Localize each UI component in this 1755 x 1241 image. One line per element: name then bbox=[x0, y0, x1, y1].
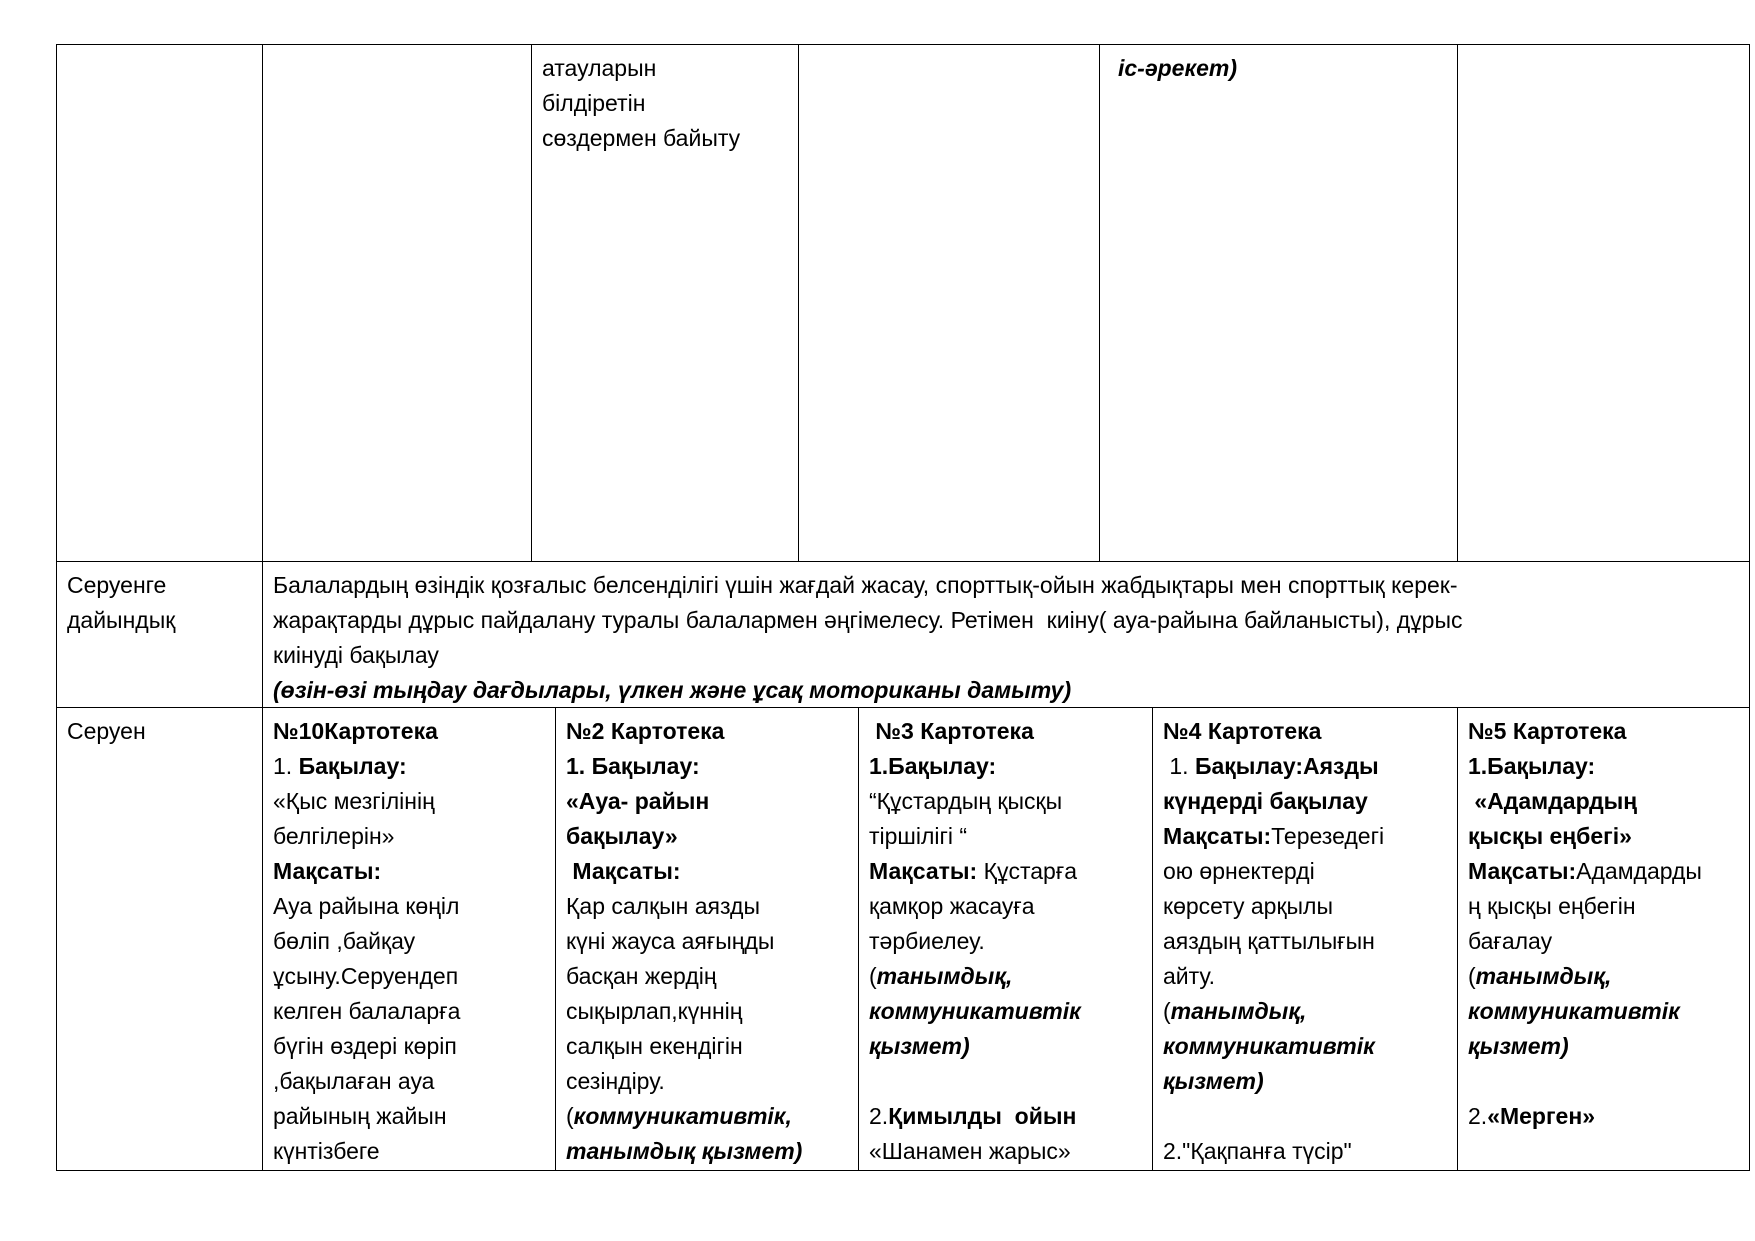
seruen-text-run: сезіндіру. bbox=[566, 1068, 665, 1094]
top-row-cell-5 bbox=[1099, 44, 1458, 562]
seruen-line bbox=[1163, 1064, 1447, 1099]
seruen-line bbox=[869, 1029, 1142, 1064]
seruen-col-3 bbox=[858, 707, 1153, 1171]
seruen-line bbox=[1163, 959, 1447, 994]
top-cell-3-line: атауларын bbox=[542, 55, 657, 81]
seruen-line bbox=[273, 889, 545, 924]
seruen-line bbox=[566, 1099, 848, 1134]
seruen-line bbox=[1468, 1064, 1739, 1099]
seruen-text-run: Қар салқын аязды bbox=[566, 893, 761, 919]
seruen-line bbox=[1468, 784, 1739, 819]
seruen-text-run: Мақсаты: bbox=[566, 858, 681, 884]
seruen-text-run: Құстарға bbox=[983, 858, 1077, 884]
seruen-text-run: бөліп ,байқау bbox=[273, 928, 416, 954]
seruen-line bbox=[566, 889, 848, 924]
seruen-line bbox=[1468, 889, 1739, 924]
seruen-text-run: ( bbox=[869, 963, 877, 989]
seruen-text-run: «Адамдардың bbox=[1468, 788, 1638, 814]
seruenge-content-cell bbox=[262, 561, 1750, 708]
seruen-line bbox=[869, 1099, 1142, 1134]
seruen-line bbox=[566, 749, 848, 784]
seruen-line bbox=[1468, 819, 1739, 854]
top-cell-3-line: білдіретін bbox=[542, 90, 646, 116]
seruen-line bbox=[566, 1029, 848, 1064]
seruen-text-run: №5 Картотека bbox=[1468, 718, 1627, 744]
seruen-text-run: №2 Картотека bbox=[566, 718, 725, 744]
seruen-line bbox=[1163, 1029, 1447, 1064]
seruen-line bbox=[566, 959, 848, 994]
seruen-line bbox=[273, 1134, 545, 1169]
seruen-text-run: Мақсаты: bbox=[1163, 823, 1272, 849]
seruen-text-run: келген балаларға bbox=[273, 998, 461, 1024]
seruen-text-run: Ауа райына көңіл bbox=[273, 893, 460, 919]
top-cell-5-text: іс-әрекет) bbox=[1118, 55, 1238, 81]
seruen-text-run: Терезедегі bbox=[1271, 823, 1385, 849]
seruen-text-run: танымдық қызмет) bbox=[566, 1138, 803, 1164]
seruen-text-run: ұсыну.Серуендеп bbox=[273, 963, 459, 989]
seruen-line bbox=[869, 924, 1142, 959]
seruen-text-run: коммуникативтік bbox=[1163, 1033, 1375, 1059]
seruen-line bbox=[566, 819, 848, 854]
seruen-line bbox=[1163, 994, 1447, 1029]
top-row-cell-3 bbox=[531, 44, 799, 562]
seruen-text-run: 2. bbox=[869, 1103, 889, 1129]
seruen-line bbox=[1163, 819, 1447, 854]
seruen-text-run: 1. Бақылау: bbox=[566, 753, 700, 779]
seruen-label-cell bbox=[56, 707, 263, 1171]
seruen-line bbox=[566, 1064, 848, 1099]
seruen-line bbox=[566, 854, 848, 889]
seruen-line bbox=[566, 784, 848, 819]
seruen-text-run: аяздың қаттылығын bbox=[1163, 928, 1375, 954]
seruen-col-2 bbox=[555, 707, 859, 1171]
seruen-text-run: басқан жердің bbox=[566, 963, 717, 989]
seruen-line bbox=[273, 924, 545, 959]
seruen-text-run: коммуникативтік bbox=[1468, 998, 1680, 1024]
seruen-text-run: «Шанамен жарыс» bbox=[869, 1138, 1071, 1164]
top-cell-3-line: сөздермен байыту bbox=[542, 125, 741, 151]
top-row-cell-4 bbox=[798, 44, 1100, 562]
seruen-text-run: танымдық, bbox=[876, 963, 1013, 989]
seruen-text-run: Мақсаты: bbox=[273, 858, 382, 884]
seruen-text-run: салқын екендігін bbox=[566, 1033, 743, 1059]
seruen-line bbox=[869, 889, 1142, 924]
top-row-cell-2 bbox=[262, 44, 532, 562]
top-row-cell-1 bbox=[56, 44, 263, 562]
seruen-col-4 bbox=[1152, 707, 1458, 1171]
seruen-text-run: күндерді бақылау bbox=[1163, 788, 1368, 814]
seruenge-text-line: киінуді бақылау bbox=[273, 642, 439, 668]
seruen-line bbox=[1468, 994, 1739, 1029]
seruen-line bbox=[869, 994, 1142, 1029]
seruen-text-run: қызмет) bbox=[1468, 1033, 1569, 1059]
seruen-text-run: танымдық, bbox=[1475, 963, 1612, 989]
seruen-line bbox=[869, 1064, 1142, 1099]
seruen-line bbox=[869, 854, 1142, 889]
seruen-text-run: 1.Бақылау: bbox=[869, 753, 997, 779]
seruen-text-run: Мақсаты: bbox=[869, 858, 984, 884]
seruen-line bbox=[566, 994, 848, 1029]
seruen-text-run: 2."Қақпанға түсір" bbox=[1163, 1138, 1352, 1164]
top-row-cell-6 bbox=[1457, 44, 1750, 562]
seruen-text-run: тәрбиелеу. bbox=[869, 928, 985, 954]
seruen-text-run: №3 Картотека bbox=[869, 718, 1034, 744]
seruen-text-run: коммуникативтік bbox=[869, 998, 1081, 1024]
seruen-text-run: белгілерін» bbox=[273, 823, 395, 849]
seruen-col-1 bbox=[262, 707, 556, 1171]
seruen-line bbox=[1163, 889, 1447, 924]
seruen-line bbox=[273, 1099, 545, 1134]
seruen-line bbox=[273, 784, 545, 819]
seruen-line bbox=[1163, 854, 1447, 889]
seruen-text-run: тіршілігі “ bbox=[869, 823, 968, 849]
seruen-line bbox=[273, 1064, 545, 1099]
seruen-text-run: айту. bbox=[1163, 963, 1216, 989]
seruen-text-run: ( bbox=[1468, 963, 1476, 989]
seruen-line bbox=[1163, 924, 1447, 959]
seruenge-text-line: Балалардың өзіндік қозғалыс белсенділігі үшін жағдай жасау, спорттық-ойын жабдықтары мен спорттық керек- bbox=[273, 572, 1458, 598]
seruen-text-run: №4 Картотека bbox=[1163, 718, 1322, 744]
seruen-text-run: қызмет) bbox=[1163, 1068, 1264, 1094]
seruen-line bbox=[869, 819, 1142, 854]
seruen-text-run: қамқор жасауға bbox=[869, 893, 1035, 919]
seruenge-note: (өзін-өзі тыңдау дағдылары, үлкен және ұсақ моториканы дамыту) bbox=[273, 677, 1072, 703]
seruen-label: Серуен bbox=[67, 718, 146, 744]
seruen-text-run: күнтізбеге bbox=[273, 1138, 380, 1164]
seruenge-label-line: дайындық bbox=[67, 607, 176, 633]
seruen-text-run: 1. bbox=[1163, 753, 1195, 779]
seruen-line bbox=[869, 784, 1142, 819]
seruen-text-run: “Құстардың қысқы bbox=[869, 788, 1063, 814]
seruen-line bbox=[273, 714, 545, 749]
seruen-line bbox=[869, 1134, 1142, 1169]
seruen-line bbox=[273, 819, 545, 854]
seruen-line bbox=[1468, 1099, 1739, 1134]
seruen-text-run: Бақылау:Аязды bbox=[1194, 753, 1379, 779]
seruen-text-run: қызмет) bbox=[869, 1033, 970, 1059]
seruen-text-run: көрсету арқылы bbox=[1163, 893, 1333, 919]
seruen-text-run: «Ауа- райын bbox=[566, 788, 710, 814]
seruen-text-run: танымдық, bbox=[1170, 998, 1307, 1024]
seruen-line bbox=[1468, 1029, 1739, 1064]
seruen-text-run: Адамдарды bbox=[1576, 858, 1702, 884]
seruen-text-run: ою өрнектерді bbox=[1163, 858, 1315, 884]
seruen-line bbox=[273, 854, 545, 889]
seruen-text-run: ,бақылаған ауа bbox=[273, 1068, 435, 1094]
seruenge-label-cell bbox=[56, 561, 263, 708]
seruen-text-run: Бақылау: bbox=[298, 753, 407, 779]
seruen-text-run: 2. bbox=[1468, 1103, 1488, 1129]
seruen-line bbox=[1468, 714, 1739, 749]
seruen-line bbox=[869, 959, 1142, 994]
seruen-line bbox=[869, 749, 1142, 784]
seruen-line bbox=[1468, 749, 1739, 784]
seruen-line bbox=[273, 1029, 545, 1064]
seruen-text-run: 1. bbox=[273, 753, 299, 779]
seruen-line bbox=[566, 924, 848, 959]
seruen-col-5 bbox=[1457, 707, 1750, 1171]
seruen-line bbox=[1468, 854, 1739, 889]
seruen-text-run: бақылау» bbox=[566, 823, 678, 849]
seruen-text-run: «Қыс мезгілінің bbox=[273, 788, 435, 814]
seruen-line bbox=[1163, 1099, 1447, 1134]
seruen-text-run: бүгін өздері көріп bbox=[273, 1033, 457, 1059]
seruen-text-run: ң қысқы еңбегін bbox=[1468, 893, 1636, 919]
seruen-line bbox=[566, 1134, 848, 1169]
seruen-text-run: Қимылды ойын bbox=[888, 1103, 1077, 1129]
seruen-line bbox=[1163, 1134, 1447, 1169]
seruen-text-run: ( bbox=[1163, 998, 1171, 1024]
seruen-line bbox=[273, 959, 545, 994]
seruen-text-run: сықырлап,күннің bbox=[566, 998, 743, 1024]
seruen-line bbox=[1468, 924, 1739, 959]
seruen-text-run: Мақсаты: bbox=[1468, 858, 1577, 884]
seruen-text-run: №10Картотека bbox=[273, 718, 438, 744]
seruen-text-run: күні жауса аяғыңды bbox=[566, 928, 775, 954]
seruenge-label-line: Серуенге bbox=[67, 572, 167, 598]
seruenge-text-line: жарақтарды дұрыс пайдалану туралы балалармен әңгімелесу. Ретімен киіну( ауа-райына байланысты), дұрыс bbox=[273, 607, 1463, 633]
seruen-line bbox=[273, 749, 545, 784]
seruen-line bbox=[1163, 714, 1447, 749]
seruen-line bbox=[1163, 784, 1447, 819]
seruen-line bbox=[273, 994, 545, 1029]
seruen-text-run: 1.Бақылау: bbox=[1468, 753, 1596, 779]
seruen-line bbox=[1163, 749, 1447, 784]
seruen-line bbox=[1468, 959, 1739, 994]
seruen-line bbox=[566, 714, 848, 749]
seruen-line bbox=[869, 714, 1142, 749]
seruen-text-run: бағалау bbox=[1468, 928, 1553, 954]
seruen-text-run: ( bbox=[566, 1103, 574, 1129]
seruen-text-run: коммуникативтік, bbox=[573, 1103, 792, 1129]
seruen-text-run: «Мерген» bbox=[1487, 1103, 1596, 1129]
seruen-text-run: қысқы еңбегі» bbox=[1468, 823, 1632, 849]
seruen-text-run: райының жайын bbox=[273, 1103, 447, 1129]
